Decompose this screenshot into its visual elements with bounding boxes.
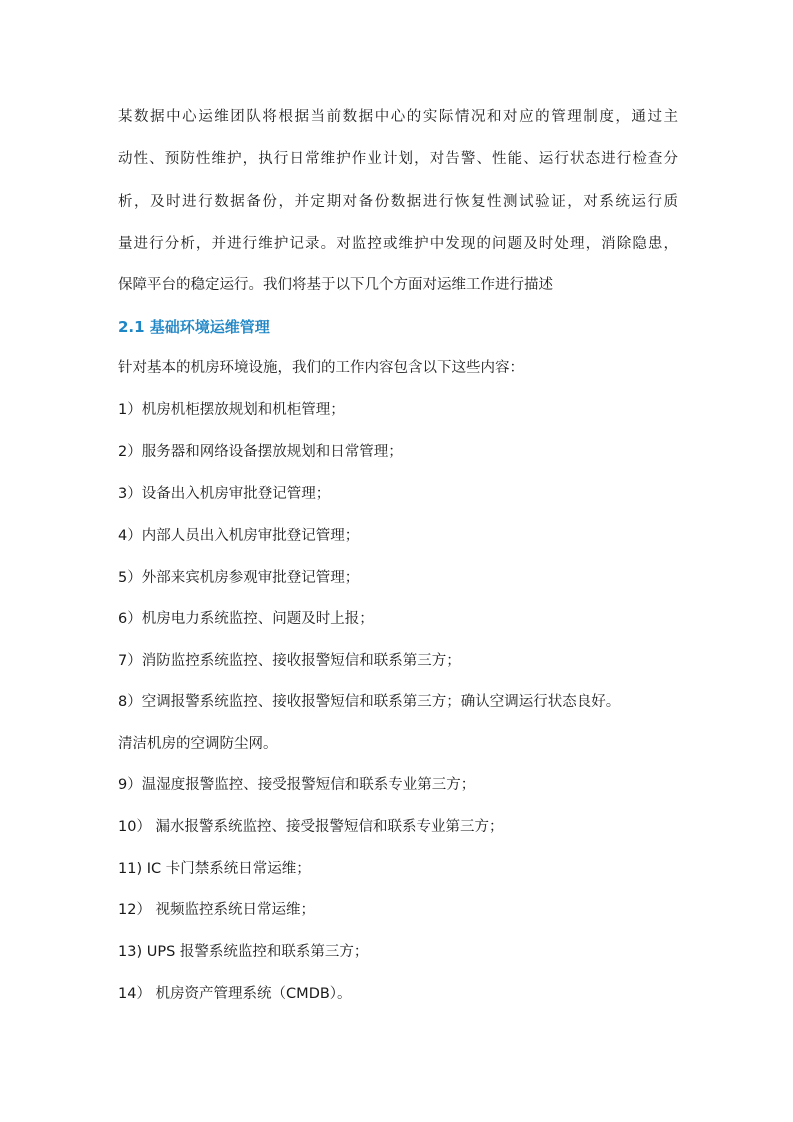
list-item: 10） 漏水报警系统监控、接受报警短信和联系专业第三方；: [118, 819, 504, 835]
intro-line-3: 析，及时进行数据备份，并定期对备份数据进行恢复性测试验证，对系统运行质: [118, 194, 678, 210]
list-item-continuation: 清洁机房的空调防尘网。: [118, 736, 278, 752]
list-item: 11) IC 卡门禁系统日常运维；: [118, 861, 311, 877]
section-heading: 2.1 基础环境运维管理: [118, 318, 270, 336]
list-item: 8）空调报警系统监控、接收报警短信和联系第三方；确认空调运行状态良好。: [118, 694, 621, 710]
list-item: 4）内部人员出入机房审批登记管理；: [118, 528, 360, 544]
list-item: 7）消防监控系统监控、接收报警短信和联系第三方；: [118, 653, 461, 669]
list-item: 2）服务器和网络设备摆放规划和日常管理；: [118, 444, 403, 460]
list-item: 9）温湿度报警监控、接受报警短信和联系专业第三方；: [118, 777, 476, 793]
list-item: 12） 视频监控系统日常运维；: [118, 902, 316, 918]
intro-line-4: 量进行分析，并进行维护记录。对监控或维护中发现的问题及时处理，消除隐患，: [118, 236, 678, 252]
intro-line-5: 保障平台的稳定运行。我们将基于以下几个方面对运维工作进行描述: [118, 277, 553, 293]
list-item: 5）外部来宾机房参观审批登记管理；: [118, 570, 360, 586]
intro-line-1: 某数据中心运维团队将根据当前数据中心的实际情况和对应的管理制度，通过主: [118, 109, 678, 125]
list-item: 14） 机房资产管理系统（CMDB）。: [118, 986, 352, 1002]
intro-line-2: 动性、预防性维护，执行日常维护作业计划，对告警、性能、运行状态进行检查分: [118, 151, 678, 167]
list-item: 13) UPS 报警系统监控和联系第三方；: [118, 944, 369, 960]
section-lead: 针对基本的机房环境设施，我们的工作内容包含以下这些内容：: [118, 360, 524, 376]
list-item: 1）机房机柜摆放规划和机柜管理；: [118, 402, 345, 418]
list-item: 3）设备出入机房审批登记管理；: [118, 486, 331, 502]
list-item: 6）机房电力系统监控、问题及时上报；: [118, 611, 374, 627]
